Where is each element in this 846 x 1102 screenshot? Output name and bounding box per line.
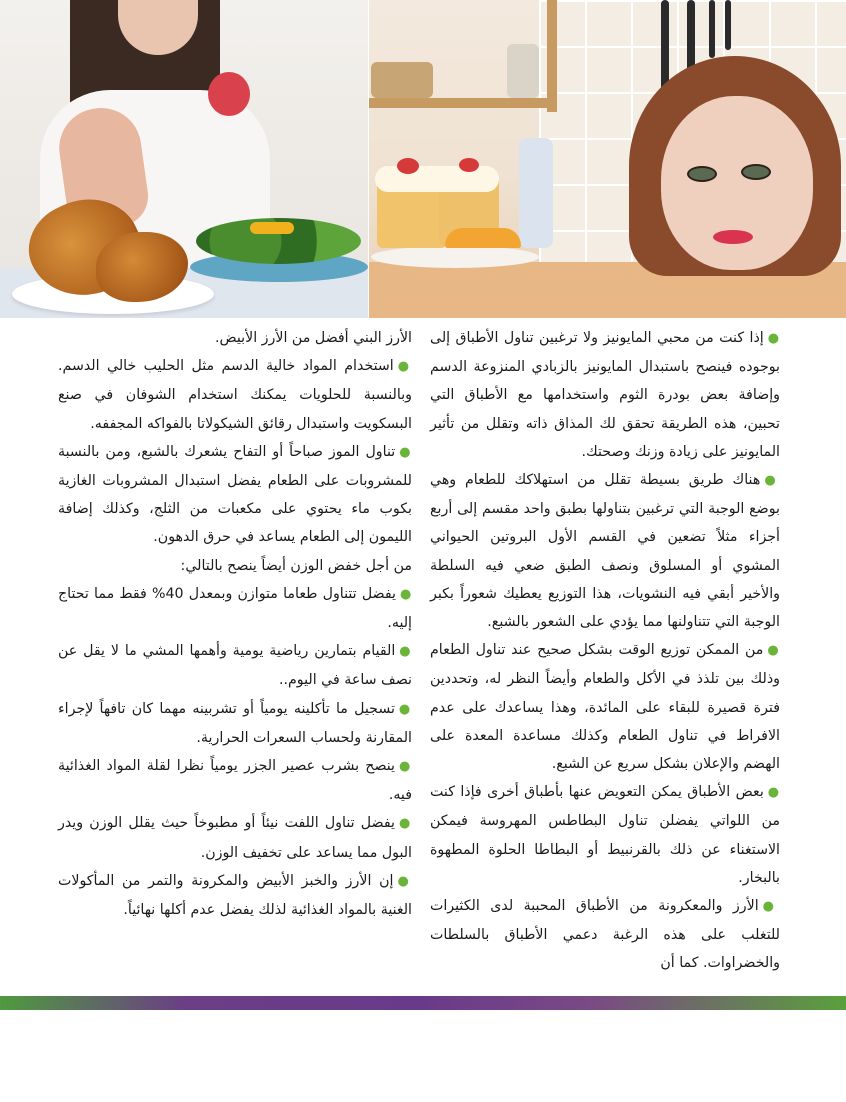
bullet-icon: ● <box>397 359 412 375</box>
paragraph-text: تناول الموز صباحاً أو التفاح يشعرك بالشبع، ومن بالنسبة للمشروبات على الطعام يفضل استبدال المشروبات الغازية بكوب ماء يحتوي على مكعبات من الثلج، وكذلك إضافة الليمون إلى الطعام يساعد في حرق الدهون. <box>58 443 412 546</box>
bullet-icon: ● <box>398 701 412 717</box>
header-photos <box>0 0 846 318</box>
woman-face <box>661 96 813 270</box>
paragraph-text: من أجل خفض الوزن أيضاً ينصح بالتالي: <box>180 557 412 574</box>
paragraph <box>58 867 412 924</box>
photo-woman-looking-at-cakes <box>369 0 846 318</box>
paragraph-text: الأرز البني أفضل من الأرز الأبيض. <box>215 330 412 346</box>
jar <box>507 44 539 98</box>
paragraph-text: من الممكن توزيع الوقت بشكل صحيح عند تناول الطعام وذلك بين تلذذ في الأكل والطعام وأيضاً النظر له، وتحددين فترة قصيرة للبقاء على المائدة، وهذا يساعدك على عدم الافراط في تناول الطعام وكذلك مساعدة المعدة على الهضم والإعلان بشكل سريع عن الشبع. <box>430 642 780 773</box>
bullet-icon: ● <box>762 899 780 915</box>
yellow-pepper <box>250 222 294 234</box>
bottle <box>519 138 553 248</box>
paragraph <box>58 438 412 552</box>
paragraph <box>58 695 412 752</box>
eye <box>687 166 717 182</box>
bullet-icon: ● <box>398 816 412 832</box>
bullet-icon: ● <box>767 331 781 346</box>
shelf-side <box>547 0 557 112</box>
eye <box>741 164 771 180</box>
paragraph-text: القيام بتمارين رياضية يومية وأهمها المشي ما لا يقل عن نصف ساعة في اليوم.. <box>58 643 412 689</box>
bullet-icon: ● <box>399 444 413 460</box>
text-column-right <box>430 324 780 978</box>
paragraph-text: إن الأرز والخبز الأبيض والمكرونة والتمر من المأكولات الغنية بالمواد الغذائية لذلك يفضل عدم أكلها نهائياً. <box>58 872 412 919</box>
bullet-icon: ● <box>764 473 780 489</box>
paragraph <box>430 466 780 636</box>
bullet-icon: ● <box>398 759 413 775</box>
lips <box>713 230 753 244</box>
paragraph <box>58 580 412 637</box>
orange-slice <box>445 228 521 248</box>
text-column-left <box>58 324 412 924</box>
bullet-icon: ● <box>397 873 413 889</box>
paragraph <box>58 752 412 809</box>
bullet-icon: ● <box>767 643 780 659</box>
paragraph <box>430 778 780 892</box>
utensil <box>687 0 695 74</box>
shelf <box>369 98 554 108</box>
paragraph <box>58 352 412 438</box>
paragraph-text: يفضل تتناول طعاما متوازن وبمعدل 40% فقط مما تحتاج إليه. <box>58 585 412 632</box>
paragraph-text: يفضل تناول اللفت نيئاً أو مطبوخاً حيث يقلل الوزن ويدر البول مما يساعد على تخفيف الوزن. <box>58 815 412 861</box>
basket <box>371 62 433 98</box>
paragraph-text: استخدام المواد خالية الدسم مثل الحليب خالي الدسم. وبالنسبة للحلويات يمكنك استخدام الشوفان في صنع البسكويت واستبدال رقائق الشيكولاتا بالفواكه المجففه. <box>58 358 412 432</box>
photo-woman-refusing-chicken <box>0 0 368 318</box>
cake-plate <box>371 246 539 268</box>
apple-image <box>208 72 250 116</box>
paragraph <box>58 809 412 866</box>
paragraph <box>430 324 780 466</box>
paragraph-text: هناك طريق بسيطة تقلل من استهلاكك للطعام وهي بوضع الوجبة التي ترغبين بتناولها بطبق واحد مقسم إلى أربع أجزاء مثلاً تضعين في القسم الأول البروتين الحيواني المشوي أو المسلوق ونصف الطبق ضعي فيه السلطة والأخير أبقي فيه النشويات، هذا التوزيع يعطيك شعوراً بكبر الوجبة التي تتناولنها مما يؤدي على الشعور بالشبع. <box>430 472 780 631</box>
paragraph-text: إذا كنت من محبي المايونيز ولا ترغبين تناول الأطباق إلى بوجوده فينصح باستبدال المايونيز بالزبادي المنزوعة الدسم وإضافة بعض بودرة الثوم واستخدامها مع الأطباق التي تحبين، هذه الطريقة تحقق لك المذاق ذاته وتقلل من تأثير المايونيز على زيادة وزنك وصحتك. <box>430 330 780 460</box>
utensil <box>709 0 715 58</box>
paragraph-text: تسجيل ما تأكلينه يومياً أو تشربينه مهما كان تافهاً لإجراء المقارنة ولحساب السعرات الحرارية. <box>58 700 412 746</box>
paragraph-text: بعض الأطباق يمكن التعويض عنها بأطباق أخرى فإذا كنت من اللواتي يفضلن تناول البطاطس المهروسة فيمكن الاستغناء عن ذلك بالقرنبيط أو البطاطا الحلوة المطهوة بالبخار. <box>430 784 780 886</box>
paragraph-text: ينصح بشرب عصير الجزر يومياً نظرا لقلة المواد الغذائية فيه. <box>58 758 412 804</box>
strawberry <box>459 158 479 172</box>
footer-gradient-bar <box>0 996 846 1010</box>
bullet-icon: ● <box>767 785 780 801</box>
bullet-icon: ● <box>399 644 413 660</box>
paragraph <box>58 637 412 694</box>
bullet-icon: ● <box>400 586 413 602</box>
paragraph <box>58 324 412 352</box>
paragraph <box>430 636 780 778</box>
paragraph <box>58 552 412 580</box>
strawberry <box>397 158 419 174</box>
paragraph <box>430 892 780 978</box>
paragraph-text: الأرز والمعكرونة من الأطباق المحببة لدى الكثيرات للتغلب على هذه الرغبة دعمي الأطباق بالسلطات والخضراوات. كما أن <box>430 898 780 972</box>
utensil <box>725 0 731 50</box>
cream-topping <box>375 166 499 192</box>
